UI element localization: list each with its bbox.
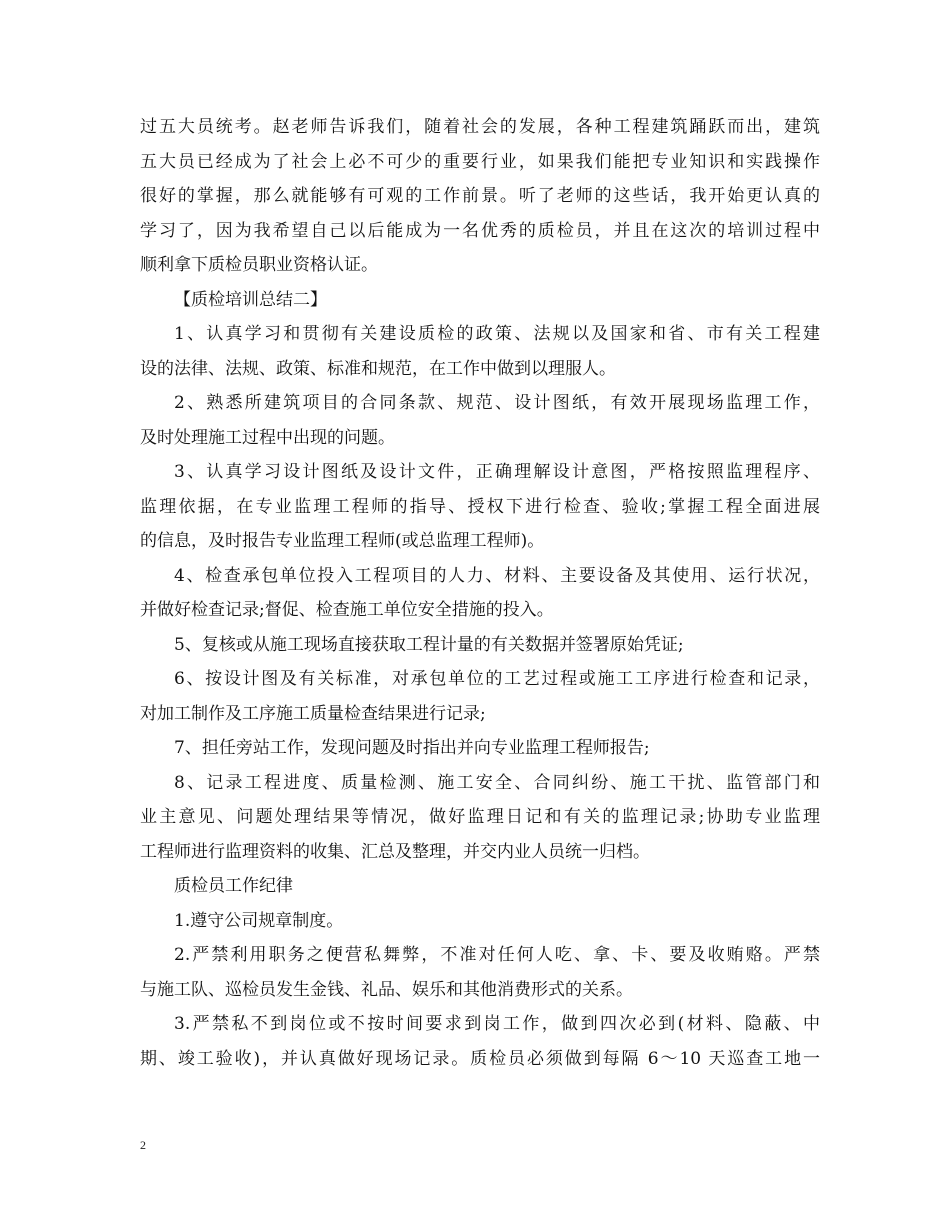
document-body [140, 110, 820, 1076]
text-line: 质检员工作纪律 [174, 876, 293, 896]
text-line: 学习了，因为我希望自己以后能成为一名优秀的质检员，并且在这次的培训过程中 [140, 220, 820, 241]
text-line: 8、记录工程进度、质量检测、施工安全、合同纠纷、施工干扰、监管部门和 [174, 772, 820, 793]
text-line: 并做好检查记录;督促、检查施工单位安全措施的投入。 [140, 600, 554, 620]
text-line: 设的法律、法规、政策、标准和规范，在工作中做到以理服人。 [140, 358, 616, 379]
text-line: 【质检培训总结二】 [174, 289, 327, 310]
text-line: 对加工制作及工序施工质量检查结果进行记录; [140, 703, 486, 724]
text-line: 1、认真学习和贯彻有关建设质检的政策、法规以及国家和省、市有关工程建 [174, 324, 820, 344]
text-line: 7、担任旁站工作，发现问题及时指出并向专业监理工程师报告; [174, 738, 650, 758]
text-line: 3、认真学习设计图纸及设计文件，正确理解设计意图，严格按照监理程序、 [174, 462, 820, 482]
text-line: 4、检查承包单位投入工程项目的人力、材料、主要设备及其使用、运行状况， [174, 565, 820, 586]
text-line: 过五大员统考。赵老师告诉我们，随着社会的发展，各种工程建筑踊跃而出，建筑 [140, 117, 820, 137]
page-number: 2 [140, 1138, 146, 1152]
text-line: 的信息，及时报告专业监理工程师(或总监理工程师)。 [140, 531, 545, 551]
text-line: 5、复核或从施工现场直接获取工程计量的有关数据并签署原始凭证; [174, 634, 684, 655]
text-line: 6、按设计图及有关标准，对承包单位的工艺过程或施工工序进行检查和记录， [174, 669, 820, 689]
text-line: 3.严禁私不到岗位或不按时间要求到岗工作，做到四次必到(材料、隐蔽、中 [174, 1014, 820, 1034]
text-line: 业主意见、问题处理结果等情况，做好监理日记和有关的监理记录;协助专业监理 [140, 807, 820, 827]
text-line: 很好的掌握，那么就能够有可观的工作前景。听了老师的这些话，我开始更认真的 [140, 186, 820, 206]
text-line: 工程师进行监理资料的收集、汇总及整理，并交内业人员统一归档。 [140, 841, 650, 862]
text-line: 与施工队、巡检员发生金钱、礼品、娱乐和其他消费形式的关系。 [140, 979, 633, 1000]
text-line: 五大员已经成为了社会上必不可少的重要行业，如果我们能把专业知识和实践操作 [140, 151, 820, 172]
text-line: 顺利拿下质检员职业资格认证。 [140, 255, 378, 275]
text-line: 1.遵守公司规章制度。 [174, 910, 344, 931]
text-line: 2、熟悉所建筑项目的合同条款、规范、设计图纸，有效开展现场监理工作， [174, 393, 820, 413]
text-line: 期、竣工验收)，并认真做好现场记录。质检员必须做到每隔 6～10 天巡查工地一 [140, 1048, 820, 1069]
text-line: 2.严禁利用职务之便营私舞弊，不准对任何人吃、拿、卡、要及收贿赂。严禁 [174, 945, 820, 965]
text-line: 及时处理施工过程中出现的问题。 [140, 427, 395, 448]
text-line: 监理依据，在专业监理工程师的指导、授权下进行检查、验收;掌握工程全面进展 [140, 496, 820, 517]
